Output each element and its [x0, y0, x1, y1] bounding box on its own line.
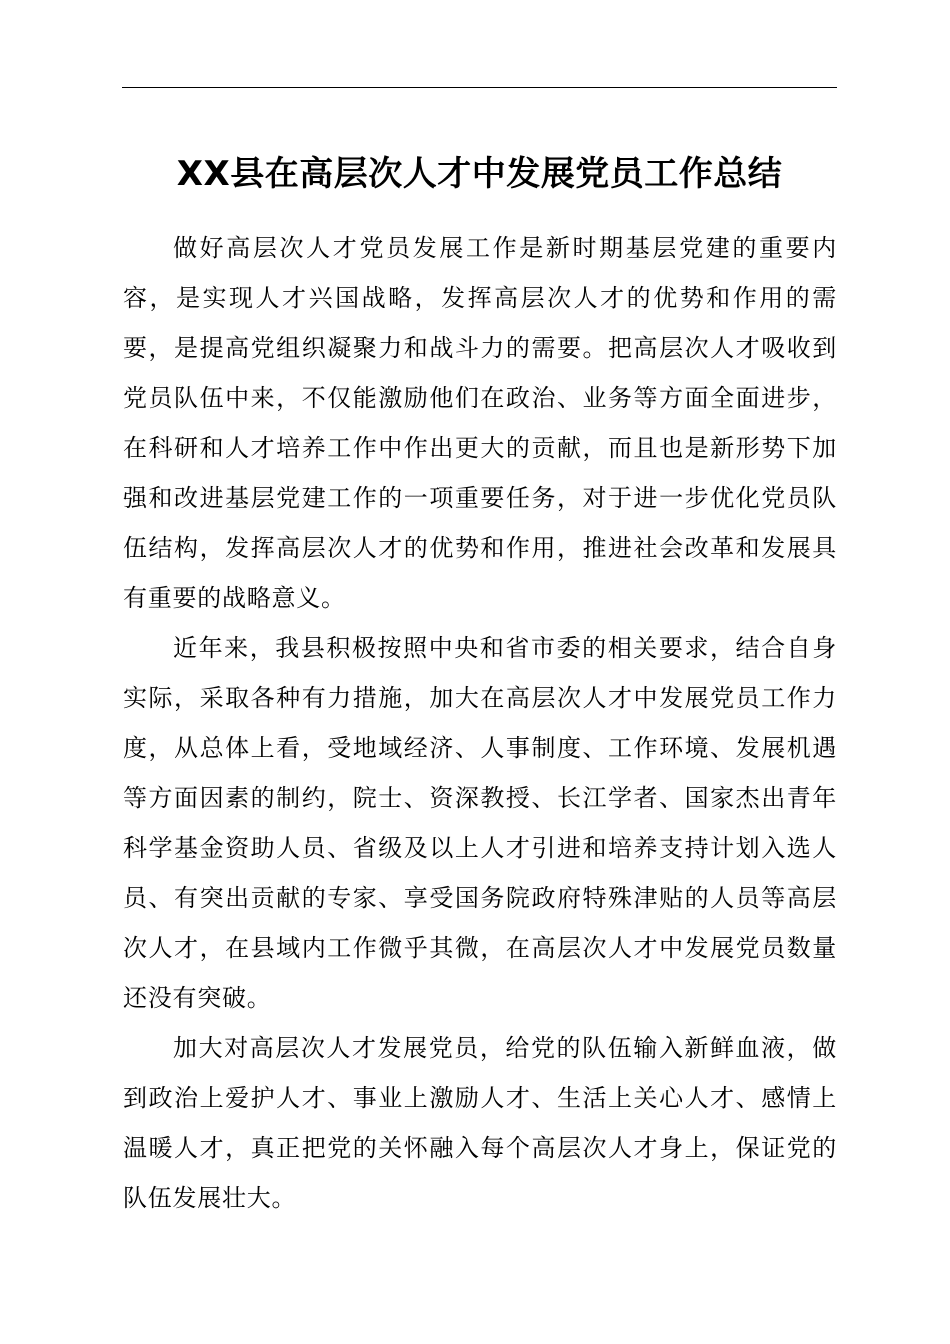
- paragraph-3: 加大对高层次人才发展党员，给党的队伍输入新鲜血液，做到政治上爱护人才、事业上激励人才、生活上关心人才、感情上温暖人才，真正把党的关怀融入每个高层次人才身上，保证党的队伍发展壮大。: [123, 1034, 837, 1212]
- paragraph-2: 近年来，我县积极按照中央和省市委的相关要求，结合自身实际，采取各种有力措施，加大在高层次人才中发展党员工作力度，从总体上看，受地域经济、人事制度、工作环境、发展机遇等方面因素的制约，院士、资深教授、长江学者、国家杰出青年科学基金资助人员、省级及以上人才引进和培养支持计划入选人员、有突出贡献的专家、享受国务院政府特殊津贴的人员等高层次人才，在县域内工作微乎其微，在高层次人才中发展党员数量还没有突破。: [123, 634, 837, 1012]
- document-title: XX县在高层次人才中发展党员工作总结: [176, 154, 783, 194]
- header-rule: [122, 87, 837, 88]
- document-body: [123, 223, 837, 1223]
- paragraph-1: 做好高层次人才党员发展工作是新时期基层党建的重要内容，是实现人才兴国战略，发挥高层次人才的优势和作用的需要，是提高党组织凝聚力和战斗力的需要。把高层次人才吸收到党员队伍中来，不仅能激励他们在政治、业务等方面全面进步，在科研和人才培养工作中作出更大的贡献，而且也是新形势下加强和改进基层党建工作的一项重要任务，对于进一步优化党员队伍结构，发挥高层次人才的优势和作用，推进社会改革和发展具有重要的战略意义。: [123, 234, 837, 612]
